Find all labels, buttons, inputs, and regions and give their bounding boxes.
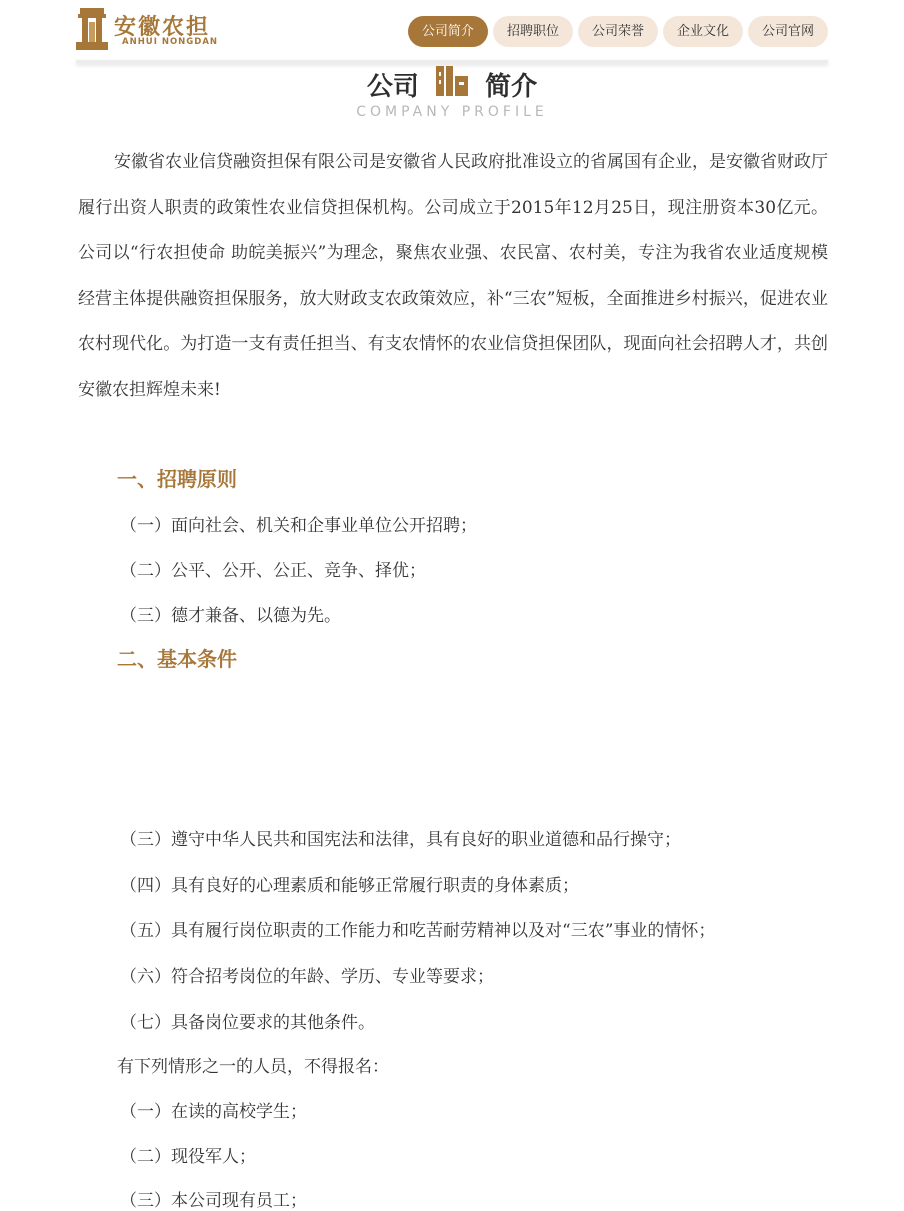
header xyxy=(0,0,904,62)
gate-icon xyxy=(76,8,108,50)
tab-official-website[interactable]: 公司官网 xyxy=(748,16,828,47)
page-title xyxy=(0,66,904,103)
list-item: （一）在读的高校学生； xyxy=(120,1102,307,1122)
list-item: （五）具有履行岗位职责的工作能力和吃苦耐劳精神以及对“三农”事业的情怀； xyxy=(120,921,716,941)
page-subtitle: COMPANY PROFILE xyxy=(356,104,548,120)
list-item: （一）面向社会、机关和企事业单位公开招聘； xyxy=(120,516,477,536)
brand-name-en: ANHUI NONGDAN xyxy=(122,37,219,47)
brand-name-cn: 安徽农担 xyxy=(114,15,211,40)
exclusion-intro: 有下列情形之一的人员，不得报名： xyxy=(117,1057,389,1077)
tab-company-honors[interactable]: 公司荣誉 xyxy=(578,16,658,47)
list-item: （六）符合招考岗位的年龄、学历、专业等要求； xyxy=(120,967,494,987)
list-item: （二）公平、公开、公正、竞争、择优； xyxy=(120,561,426,581)
section-heading-principles: 一、招聘原则 xyxy=(117,467,237,491)
list-item: （三）本公司现有员工； xyxy=(120,1191,307,1211)
top-nav xyxy=(408,16,828,47)
building-icon xyxy=(436,66,468,103)
page-title-left: 公司 xyxy=(366,72,419,102)
section-heading-requirements: 二、基本条件 xyxy=(117,647,237,671)
tab-company-profile[interactable]: 公司简介 xyxy=(408,16,488,47)
brand-logo[interactable] xyxy=(76,8,236,52)
list-item: （三）遵守中华人民共和国宪法和法律，具有良好的职业道德和品行操守； xyxy=(120,830,681,850)
page-title-block xyxy=(0,62,904,124)
list-item: （四）具有良好的心理素质和能够正常履行职责的身体素质； xyxy=(120,876,579,896)
list-item: （七）具备岗位要求的其他条件。 xyxy=(120,1013,375,1033)
list-item: （二）现役军人； xyxy=(120,1147,256,1167)
page-title-right: 简介 xyxy=(485,72,538,102)
tab-corporate-culture[interactable]: 企业文化 xyxy=(663,16,743,47)
list-item: （三）德才兼备、以德为先。 xyxy=(120,606,341,626)
tab-job-positions[interactable]: 招聘职位 xyxy=(493,16,573,47)
company-intro: 安徽省农业信贷融资担保有限公司是安徽省人民政府批准设立的省属国有企业，是安徽省财政厅履行出资人职责的政策性农业信贷担保机构。公司成立于2015年12月25日，现注册资本30亿元。公司以“行农担使命 助皖美振兴”为理念，聚焦农业强、农民富、农村美，专注为我省农业适度规模经营主体提供融资担保服务，放大财政支农政策效应，补“三农”短板，全面推进乡村振兴，促进农业农村现代化。为打造一支有责任担当、有支农情怀的农业信贷担保团队，现面向社会招聘人才，共创安徽农担辉煌未来! xyxy=(78,152,828,400)
